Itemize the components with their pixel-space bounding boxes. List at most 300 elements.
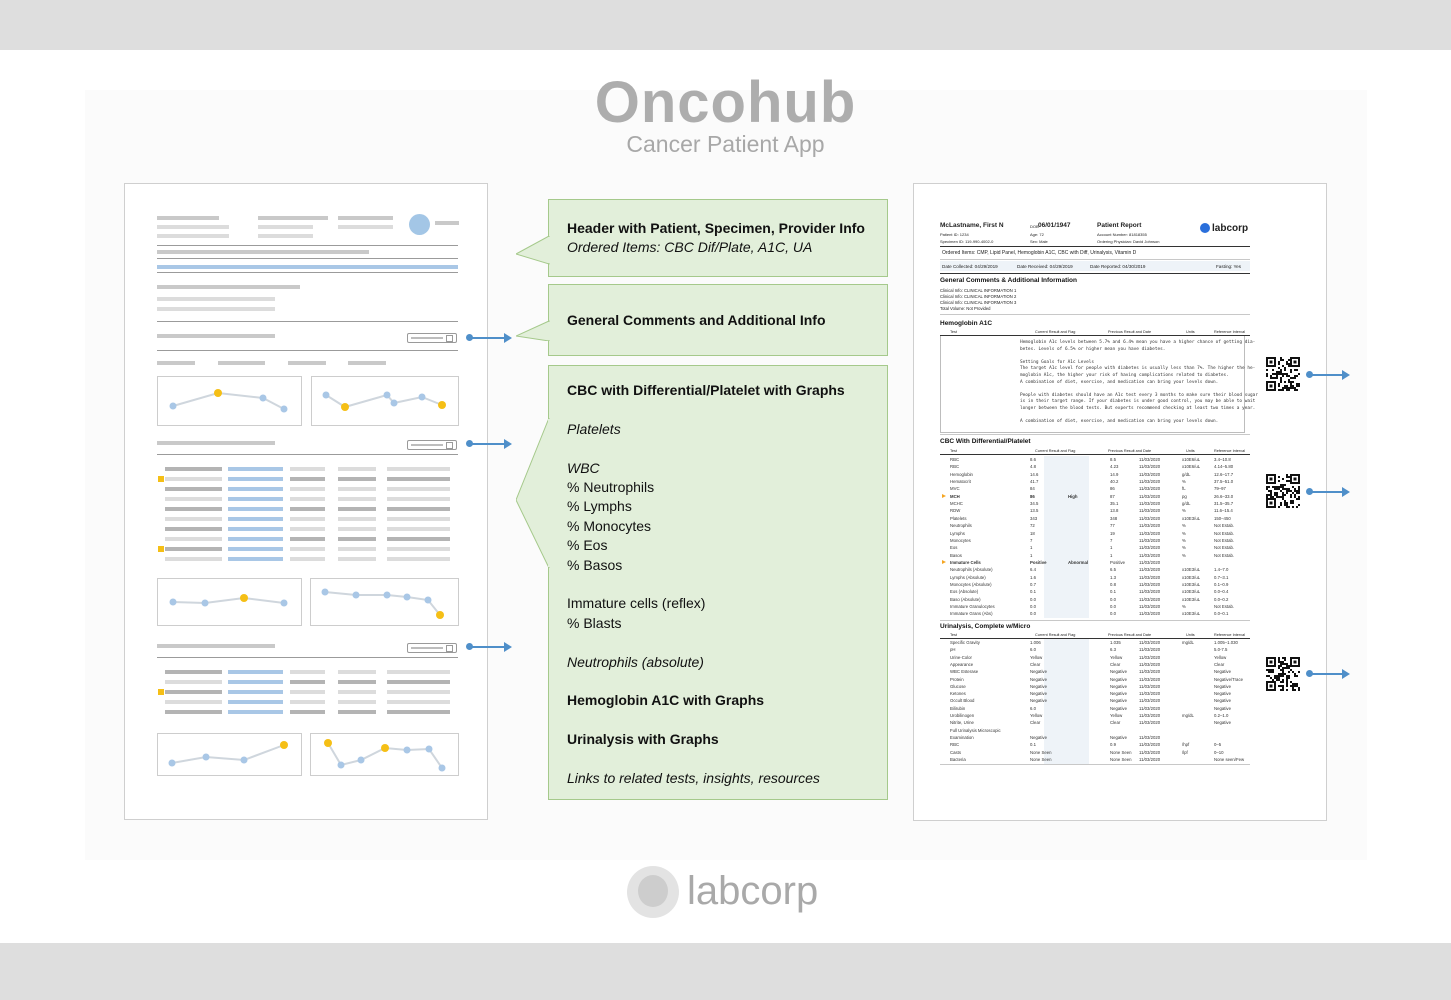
a1c-note-line: The target A1c level for people with diabetes is usually less than 7%. The higher the he- <box>1020 366 1256 372</box>
table-cell: 11/03/2020 <box>1139 596 1161 602</box>
table-cell: % <box>1182 530 1186 536</box>
patient-age: Age: 72 <box>1030 232 1044 237</box>
table-cell: 0.0–0.4 <box>1214 589 1229 595</box>
date-reported: Date Reported: 04/30/2019 <box>1090 264 1146 269</box>
table-row <box>914 756 1245 763</box>
table-cell: None Seen <box>1030 756 1052 762</box>
table-cell: 11/03/2020 <box>1139 545 1161 551</box>
table-cell: g/dL <box>1182 501 1191 507</box>
table-cell: % <box>1182 523 1186 529</box>
table-cell: 86 <box>1030 493 1035 499</box>
wire-cell <box>338 700 376 704</box>
wire-bar <box>157 225 229 229</box>
divider <box>157 454 458 455</box>
table-cell: Bilirubin <box>950 705 966 711</box>
table-cell: Hemoglobin <box>950 471 973 477</box>
table-row <box>914 749 1224 756</box>
table-cell: 11/03/2020 <box>1139 611 1161 617</box>
table-cell: Clear <box>1110 661 1121 667</box>
table-cell: % <box>1182 479 1186 485</box>
wire-cell <box>420 710 450 714</box>
divider <box>157 350 458 351</box>
table-cell: 13.5 <box>1030 508 1039 514</box>
table-cell: Lymphs (Absolute) <box>950 574 986 580</box>
wire-bar <box>157 297 275 301</box>
callout-line <box>567 711 869 730</box>
wire-cell <box>338 527 376 531</box>
divider <box>940 434 1250 435</box>
trend-graph[interactable] <box>310 733 459 776</box>
labcorp-logo-text: labcorp <box>1212 223 1249 234</box>
callout-line: Immature cells (reflex) <box>567 595 706 612</box>
table-row <box>914 471 1234 478</box>
wire-bar <box>258 225 313 229</box>
table-cell: 40.2 <box>1110 479 1119 485</box>
table-row <box>914 478 1234 485</box>
table-cell: 72 <box>1030 523 1035 529</box>
callout-line: CBC with Differential/Platelet with Graphs <box>567 382 845 398</box>
wire-cell <box>290 507 325 511</box>
table-cell: Basos <box>950 552 962 558</box>
wire-bar <box>348 361 386 365</box>
table-cell: Yellow <box>1030 654 1043 660</box>
table-cell: pg <box>1182 493 1187 499</box>
a1c-note-line: is in their target range. If your diabetes is under good control, you may be able to wait <box>1020 399 1256 405</box>
clinical-info-line: Clinical Info: CLINICAL INFORMATION 1 <box>940 288 1017 293</box>
table-cell: Negative/Trace <box>1214 676 1243 682</box>
table-cell: 11/03/2020 <box>1139 691 1161 697</box>
table-cell: 11/03/2020 <box>1139 654 1161 660</box>
table-cell: Negative <box>1110 676 1127 682</box>
wire-cell <box>228 690 283 694</box>
table-row <box>914 463 1234 470</box>
table-cell: 11/03/2020 <box>1139 734 1161 740</box>
wire-bar <box>157 216 219 220</box>
table-row <box>914 734 1220 741</box>
table-cell: 1 <box>1110 545 1113 551</box>
table-cell: x10E3/uL <box>1182 567 1201 573</box>
a1c-note-line: moglobin A1c, the higher your risk of having complications related to diabetes. <box>1020 373 1229 378</box>
callout-line: % Eos <box>567 537 608 554</box>
wire-cell <box>228 517 283 521</box>
ordering-physician: Ordering Physician: David Johnson <box>1097 239 1160 244</box>
table-cell: /hpf <box>1182 742 1190 748</box>
table-cell: g/dL <box>1182 471 1191 477</box>
table-cell: None seen/Few <box>1214 756 1245 762</box>
wire-bar <box>338 216 393 220</box>
table-row <box>914 654 1227 661</box>
trend-graph[interactable] <box>311 376 459 426</box>
table-row <box>914 668 1231 675</box>
column-header: Units <box>1186 633 1195 637</box>
table-cell: WBC Esterase <box>950 669 979 675</box>
table-cell: 11/03/2020 <box>1139 589 1161 595</box>
table-cell: 1.035 <box>1110 640 1121 645</box>
callout-line: Hemoglobin A1C with Graphs <box>567 692 765 709</box>
wire-cell <box>290 557 325 561</box>
table-cell: RDW <box>950 508 961 514</box>
expand-button[interactable] <box>407 643 457 653</box>
table-cell: 0.0 <box>1110 596 1116 602</box>
a1c-note-line: A combination of diet, exercise, and medication can bring your levels down. <box>1020 419 1219 425</box>
callout-line: % Lymphs <box>567 498 632 515</box>
a1c-note-line: longer between the blood tests. But experts recommend checking at least two times a year. <box>1020 406 1256 411</box>
callout-line: Ordered Items: CBC Dif/Plate, A1C, UA <box>567 239 813 256</box>
table-cell: High <box>1068 493 1078 499</box>
callout-line: Urinalysis with Graphs <box>567 731 719 748</box>
table-row <box>914 683 1231 690</box>
wire-bar <box>157 307 275 311</box>
table-cell: 1.005–1.030 <box>1214 640 1238 645</box>
wire-bar <box>258 234 313 238</box>
table-cell: 14.6 <box>1030 471 1039 477</box>
table-cell: Monocytes <box>950 537 971 543</box>
expand-button[interactable] <box>407 333 457 343</box>
table-cell: 11/03/2020 <box>1139 471 1161 477</box>
table-cell: Negative <box>1110 698 1127 704</box>
table-cell: 11/03/2020 <box>1139 676 1161 682</box>
table-cell: 31.5–35.7 <box>1214 501 1234 507</box>
labcorp-logo-icon <box>627 866 679 918</box>
table-cell: % <box>1182 537 1186 543</box>
wire-cell <box>338 670 376 674</box>
wire-cell <box>420 557 450 561</box>
callout-line: Header with Patient, Specimen, Provider Info <box>567 220 865 236</box>
labcorp-logo-icon <box>1200 223 1210 233</box>
connector-arrow <box>470 443 505 445</box>
table-cell: 7 <box>1110 537 1113 543</box>
table-row <box>914 552 1235 559</box>
table-cell: 0.0 <box>1110 604 1116 609</box>
callout-line: WBC <box>567 459 600 476</box>
avatar-placeholder <box>409 214 430 235</box>
wire-cell <box>338 477 376 481</box>
divider <box>940 259 1250 260</box>
account-number: Account Number: 81818355 <box>1097 232 1147 237</box>
table-cell: 87 <box>1110 493 1115 499</box>
wire-cell <box>165 527 222 531</box>
table-cell: 6.4 <box>1030 567 1036 573</box>
table-cell: Neutrophils <box>950 523 972 529</box>
callout-general-comments <box>548 284 888 356</box>
table-cell: Bacteria <box>950 756 966 762</box>
wire-bar <box>218 361 265 365</box>
table-cell: Abnormal <box>1068 559 1089 565</box>
abnormal-flag-icon <box>942 494 946 498</box>
trend-graph[interactable] <box>157 733 302 776</box>
table-cell: 6.3 <box>1110 647 1116 653</box>
column-header: Reference Interval <box>1214 449 1246 453</box>
table-cell: 12.6–17.7 <box>1214 471 1234 477</box>
table-cell: pH <box>950 647 956 653</box>
callout-line: Links to related tests, insights, resources <box>567 770 820 787</box>
table-cell: Not Estab. <box>1214 530 1235 536</box>
table-cell: Specific Gravity <box>950 640 980 645</box>
wire-cell <box>165 700 222 704</box>
table-cell: 11/03/2020 <box>1139 559 1161 565</box>
table-cell: Casts <box>950 749 961 755</box>
column-header: Current Result and Flag <box>1035 330 1076 334</box>
table-cell: 1.006 <box>1030 640 1041 645</box>
wire-bar <box>157 250 369 254</box>
wire-cell <box>228 477 283 481</box>
table-row <box>914 741 1220 748</box>
callout-line: % Blasts <box>567 614 622 631</box>
divider <box>940 454 1250 455</box>
wire-cell <box>290 710 325 714</box>
wire-cell <box>420 547 450 551</box>
section-title-general: General Comments & Additional Information <box>940 277 1077 284</box>
wire-cell <box>420 467 450 471</box>
section-title-a1c: Hemoglobin A1C <box>940 320 993 327</box>
table-row <box>914 581 1229 588</box>
table-cell: Lymphs <box>950 530 965 536</box>
specimen-id: Specimen ID: 119-990-4002-0 <box>940 239 994 244</box>
divider <box>940 764 1250 765</box>
table-cell: 1 <box>1110 552 1113 558</box>
table-cell: 11/03/2020 <box>1139 683 1161 689</box>
divider <box>157 657 458 658</box>
table-cell: 11/03/2020 <box>1139 464 1161 470</box>
table-cell: Occult Blood <box>950 698 975 704</box>
table-cell: 7 <box>1030 537 1033 543</box>
connector-arrow <box>470 337 505 339</box>
ordered-items: Ordered Items: CMP, Lipid Panel, Hemoglobin A1C, CBC with Diff, Urinalysis, Vitamin D <box>942 250 1137 256</box>
table-cell: 0.8 <box>1110 581 1116 587</box>
column-header: Units <box>1186 449 1195 453</box>
qr-code-icon[interactable] <box>1266 474 1300 508</box>
wire-cell <box>165 690 222 694</box>
table-cell: 19 <box>1110 530 1115 536</box>
table-row <box>914 676 1243 683</box>
wire-bar <box>288 361 326 365</box>
column-header: Test <box>950 633 957 637</box>
callout-line: % Basos <box>567 556 623 573</box>
qr-code-icon[interactable] <box>1266 657 1300 691</box>
clinical-info-line: Total Volume: Not Provided <box>940 306 991 311</box>
wire-cell <box>228 507 283 511</box>
expand-button[interactable] <box>407 440 457 450</box>
table-cell: Negative <box>1110 683 1127 689</box>
table-cell: 11/03/2020 <box>1139 581 1161 587</box>
table-row <box>914 646 1228 653</box>
table-cell: MCHC <box>950 501 963 507</box>
callout-line: % Neutrophils <box>567 479 655 495</box>
a1c-note-line: Hemoglobin A1c levels between 5.7% and 6.4% mean you have a higher chance of getting dia- <box>1020 340 1256 345</box>
column-header: Current Result and Flag <box>1035 633 1076 637</box>
wire-cell <box>338 710 376 714</box>
table-row <box>914 727 1220 734</box>
table-cell: % <box>1182 508 1186 514</box>
wire-bar <box>435 221 459 225</box>
a1c-note-line: betes. Levels of 6.5% or higher mean you have diabetes. <box>1020 346 1166 352</box>
table-cell: Negative <box>1030 698 1047 704</box>
table-cell: % <box>1182 604 1186 609</box>
table-cell: 1.6 <box>1030 574 1036 580</box>
table-cell: Negative <box>1030 676 1047 682</box>
wire-bar-highlight <box>157 265 458 269</box>
wire-cell <box>338 517 376 521</box>
table-cell: 1.3 <box>1110 574 1116 580</box>
table-cell: /lpf <box>1182 749 1188 755</box>
wire-cell <box>165 497 222 501</box>
qr-code-icon[interactable] <box>1266 357 1300 391</box>
wire-cell <box>228 700 283 704</box>
wire-bar <box>157 361 195 365</box>
divider <box>157 272 458 273</box>
table-cell: 1 <box>1030 545 1033 551</box>
wire-cell <box>228 467 283 471</box>
wire-cell <box>165 477 222 481</box>
wire-cell <box>165 557 222 561</box>
table-cell: 35.1 <box>1110 501 1119 507</box>
table-cell: Negative <box>1110 691 1127 697</box>
table-cell: x10E6/uL <box>1182 464 1201 470</box>
table-cell: 6.5 <box>1110 567 1116 573</box>
wire-cell <box>338 680 376 684</box>
table-row <box>914 537 1235 544</box>
divider <box>157 245 458 246</box>
flag-marker <box>158 476 164 482</box>
table-cell: 6.0 <box>1030 647 1036 653</box>
wire-cell <box>228 670 283 674</box>
table-cell: MVC <box>950 486 960 492</box>
lab-report <box>913 183 1327 821</box>
table-row <box>914 639 1238 646</box>
table-row <box>914 566 1229 573</box>
wire-cell <box>338 690 376 694</box>
table-cell: Yellow <box>1030 713 1043 718</box>
table-cell: Immature Cells <box>950 559 981 565</box>
wire-cell <box>228 547 283 551</box>
callout-line <box>567 400 869 419</box>
table-cell: 11/03/2020 <box>1139 756 1161 762</box>
column-header: Previous Result and Date <box>1108 633 1152 637</box>
date-received: Date Received: 04/29/2019 <box>1017 264 1073 269</box>
wire-cell <box>290 497 325 501</box>
table-cell: 18 <box>1030 530 1035 536</box>
table-cell: Eos <box>950 545 958 551</box>
wire-cell <box>420 700 450 704</box>
column-header: Test <box>950 449 957 453</box>
table-cell: Ketones <box>950 691 966 697</box>
table-cell: Not Estab. <box>1214 537 1235 543</box>
trend-graph[interactable] <box>157 376 302 426</box>
table-row <box>914 530 1235 537</box>
dob-label: DOB <box>1030 224 1039 229</box>
table-cell: 8.5 <box>1110 457 1116 462</box>
wire-cell <box>420 507 450 511</box>
table-cell: 11/03/2020 <box>1139 604 1161 609</box>
table-cell: 8.6 <box>1030 457 1036 462</box>
wire-cell <box>420 487 450 491</box>
table-cell: 11/03/2020 <box>1139 515 1161 521</box>
wire-cell <box>228 527 283 531</box>
wire-bar <box>157 234 229 238</box>
table-cell: 0.0 <box>1030 604 1036 609</box>
table-cell: RBC <box>950 464 960 470</box>
wire-cell <box>228 557 283 561</box>
callout-line: Platelets <box>567 420 621 437</box>
callout-header-info <box>548 199 888 277</box>
table-row <box>914 661 1225 668</box>
table-row <box>914 515 1231 522</box>
wire-bar <box>157 441 275 445</box>
wire-cell <box>290 670 325 674</box>
flag-marker <box>158 689 164 695</box>
wire-cell <box>165 547 222 551</box>
wire-cell <box>165 507 222 511</box>
callout-line: % Monocytes <box>567 517 652 534</box>
wire-cell <box>290 487 325 491</box>
wire-cell <box>165 710 222 714</box>
wire-cell <box>228 710 283 714</box>
table-cell: mg/dL <box>1182 640 1194 645</box>
table-cell: x10E3/uL <box>1182 611 1201 617</box>
table-cell: Negative <box>1030 669 1047 675</box>
table-cell: Clear <box>1110 720 1121 726</box>
table-cell: 150–450 <box>1214 515 1231 521</box>
table-cell: 11/03/2020 <box>1139 749 1161 755</box>
wire-cell <box>338 557 376 561</box>
table-cell: Not Estab. <box>1214 545 1235 551</box>
wire-cell <box>290 537 325 541</box>
table-cell: Immature Granulocytes <box>950 604 995 609</box>
table-cell: 11/03/2020 <box>1139 713 1161 718</box>
table-cell: 11/03/2020 <box>1139 508 1161 514</box>
app-title: Oncohub <box>594 70 857 135</box>
table-cell: Negative <box>1030 734 1047 740</box>
wire-cell <box>290 467 325 471</box>
table-cell: fL <box>1182 486 1186 492</box>
divider <box>157 258 458 259</box>
table-cell: 11/03/2020 <box>1139 705 1161 711</box>
table-cell: 4.8 <box>1030 464 1036 470</box>
section-title-urinalysis: Urinalysis, Complete w/Micro <box>940 623 1031 630</box>
column-header: Previous Result and Date <box>1108 449 1152 453</box>
patient-id: Patient ID: 1234 <box>940 232 969 237</box>
table-cell: 84 <box>1030 486 1035 492</box>
table-cell: 0.1 <box>1030 742 1036 748</box>
trend-graph[interactable] <box>157 578 302 626</box>
table-cell: 4.23 <box>1110 464 1119 470</box>
wire-cell <box>420 477 450 481</box>
table-cell: 11/03/2020 <box>1139 457 1161 462</box>
table-cell: Clear <box>1030 661 1041 667</box>
trend-graph[interactable] <box>310 578 459 626</box>
table-cell: Positive <box>1110 559 1126 565</box>
table-cell: Negative <box>1214 705 1231 711</box>
wire-cell <box>338 497 376 501</box>
table-cell: Negative <box>1110 705 1127 711</box>
table-row <box>914 559 1220 566</box>
wire-cell <box>338 537 376 541</box>
wire-bar <box>157 285 300 289</box>
connector-arrow <box>1310 673 1343 675</box>
table-row <box>914 485 1226 492</box>
table-cell: Yellow <box>1214 654 1227 660</box>
table-cell: 11/03/2020 <box>1139 486 1161 492</box>
table-cell: 11/03/2020 <box>1139 567 1161 573</box>
table-cell: 11/03/2020 <box>1139 661 1161 667</box>
table-cell: Not Estab. <box>1214 552 1235 558</box>
clinical-info-line: Clinical Info: CLINICAL INFORMATION 2 <box>940 294 1017 299</box>
table-row <box>914 522 1235 529</box>
column-header: Previous Result and Date <box>1108 330 1152 334</box>
footer-logo <box>627 866 827 918</box>
table-cell: 86 <box>1110 486 1115 492</box>
fasting: Fasting: Yes <box>1216 264 1242 269</box>
